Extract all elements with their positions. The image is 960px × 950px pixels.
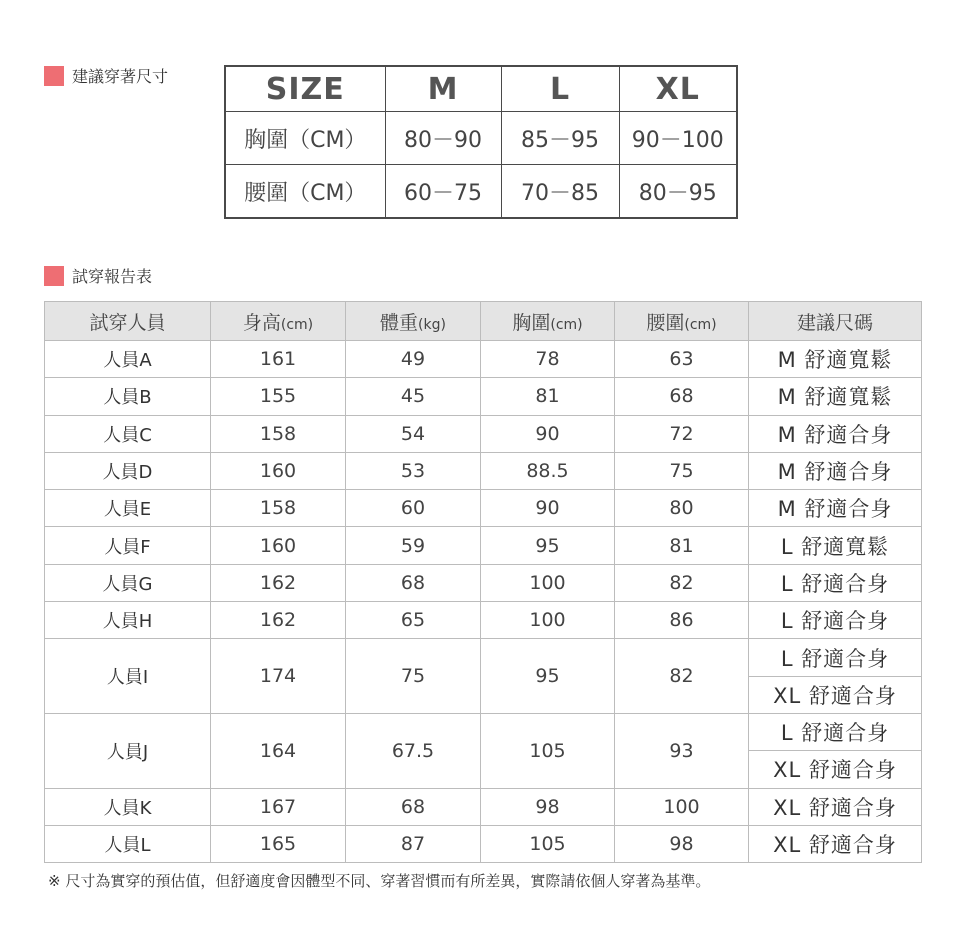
recommended-size-cell: M 舒適合身 bbox=[749, 490, 922, 527]
report-header-cell: 身高(cm) bbox=[211, 302, 346, 341]
size-cell: 85－95 bbox=[501, 112, 619, 165]
size-section-title: 建議穿著尺寸 bbox=[72, 67, 169, 86]
weight-cell: 49 bbox=[346, 341, 481, 378]
waist-cell: 98 bbox=[615, 825, 749, 862]
waist-cell: 82 bbox=[615, 639, 749, 714]
waist-cell: 68 bbox=[615, 378, 749, 415]
height-cell: 155 bbox=[211, 378, 346, 415]
recommended-size-cell: M 舒適合身 bbox=[749, 415, 922, 452]
size-header-row bbox=[225, 66, 737, 112]
size-row-label: 腰圍（CM） bbox=[225, 165, 385, 219]
weight-cell: 68 bbox=[346, 788, 481, 825]
table-row bbox=[45, 602, 922, 639]
report-section-title: 試穿報告表 bbox=[72, 267, 153, 286]
chest-cell: 100 bbox=[481, 564, 615, 601]
table-row bbox=[45, 415, 922, 452]
member-cell: 人員J bbox=[45, 713, 211, 788]
waist-cell: 72 bbox=[615, 415, 749, 452]
size-section-heading bbox=[44, 64, 168, 87]
member-cell: 人員I bbox=[45, 639, 211, 714]
size-header-cell: XL bbox=[619, 66, 737, 112]
weight-cell: 60 bbox=[346, 490, 481, 527]
height-cell: 174 bbox=[211, 639, 346, 714]
size-header-cell: L bbox=[501, 66, 619, 112]
bullet-square-icon bbox=[44, 66, 64, 86]
height-cell: 162 bbox=[211, 602, 346, 639]
table-row bbox=[45, 490, 922, 527]
table-row bbox=[45, 452, 922, 489]
member-cell: 人員D bbox=[45, 452, 211, 489]
size-row-label: 胸圍（CM） bbox=[225, 112, 385, 165]
waist-cell: 80 bbox=[615, 490, 749, 527]
chest-cell: 88.5 bbox=[481, 452, 615, 489]
report-header-row bbox=[45, 302, 922, 341]
waist-cell: 93 bbox=[615, 713, 749, 788]
member-cell: 人員C bbox=[45, 415, 211, 452]
height-cell: 167 bbox=[211, 788, 346, 825]
recommended-size-cell: L 舒適合身 bbox=[749, 713, 922, 750]
recommended-size-cell: XL 舒適合身 bbox=[749, 788, 922, 825]
table-row bbox=[45, 378, 922, 415]
size-row-chest bbox=[225, 112, 737, 165]
waist-cell: 75 bbox=[615, 452, 749, 489]
height-cell: 165 bbox=[211, 825, 346, 862]
height-cell: 162 bbox=[211, 564, 346, 601]
height-cell: 160 bbox=[211, 527, 346, 564]
chest-cell: 95 bbox=[481, 527, 615, 564]
table-row bbox=[45, 713, 922, 750]
footnote: ※ 尺寸為實穿的預估值，但舒適度會因體型不同、穿著習慣而有所差異，實際請依個人穿著為基準。 bbox=[48, 872, 711, 890]
waist-cell: 86 bbox=[615, 602, 749, 639]
chest-cell: 100 bbox=[481, 602, 615, 639]
size-cell: 80－90 bbox=[385, 112, 501, 165]
member-cell: 人員F bbox=[45, 527, 211, 564]
member-cell: 人員K bbox=[45, 788, 211, 825]
recommended-size-cell: M 舒適合身 bbox=[749, 452, 922, 489]
height-cell: 158 bbox=[211, 415, 346, 452]
bullet-square-icon bbox=[44, 266, 64, 286]
weight-cell: 53 bbox=[346, 452, 481, 489]
fitting-report-table bbox=[44, 301, 922, 863]
table-row bbox=[45, 341, 922, 378]
height-cell: 158 bbox=[211, 490, 346, 527]
size-cell: 60－75 bbox=[385, 165, 501, 219]
chest-cell: 105 bbox=[481, 713, 615, 788]
report-body bbox=[45, 341, 922, 863]
size-header-cell: M bbox=[385, 66, 501, 112]
waist-cell: 82 bbox=[615, 564, 749, 601]
size-chart-table bbox=[224, 65, 738, 219]
chest-cell: 105 bbox=[481, 825, 615, 862]
table-row bbox=[45, 527, 922, 564]
report-section-heading bbox=[44, 264, 152, 287]
chest-cell: 90 bbox=[481, 490, 615, 527]
table-row bbox=[45, 564, 922, 601]
size-row-waist bbox=[225, 165, 737, 219]
report-header-cell: 胸圍(cm) bbox=[481, 302, 615, 341]
recommended-size-cell: XL 舒適合身 bbox=[749, 676, 922, 713]
height-cell: 164 bbox=[211, 713, 346, 788]
chest-cell: 81 bbox=[481, 378, 615, 415]
height-cell: 160 bbox=[211, 452, 346, 489]
member-cell: 人員L bbox=[45, 825, 211, 862]
weight-cell: 68 bbox=[346, 564, 481, 601]
weight-cell: 59 bbox=[346, 527, 481, 564]
size-cell: 90－100 bbox=[619, 112, 737, 165]
report-header-cell: 試穿人員 bbox=[45, 302, 211, 341]
report-header-cell: 腰圍(cm) bbox=[615, 302, 749, 341]
recommended-size-cell: L 舒適合身 bbox=[749, 602, 922, 639]
recommended-size-cell: XL 舒適合身 bbox=[749, 825, 922, 862]
member-cell: 人員H bbox=[45, 602, 211, 639]
weight-cell: 65 bbox=[346, 602, 481, 639]
recommended-size-cell: L 舒適合身 bbox=[749, 564, 922, 601]
waist-cell: 81 bbox=[615, 527, 749, 564]
size-header-cell: SIZE bbox=[225, 66, 385, 112]
size-cell: 80－95 bbox=[619, 165, 737, 219]
member-cell: 人員G bbox=[45, 564, 211, 601]
chest-cell: 90 bbox=[481, 415, 615, 452]
recommended-size-cell: L 舒適合身 bbox=[749, 639, 922, 676]
table-row bbox=[45, 639, 922, 676]
member-cell: 人員B bbox=[45, 378, 211, 415]
report-header-cell: 建議尺碼 bbox=[749, 302, 922, 341]
weight-cell: 87 bbox=[346, 825, 481, 862]
waist-cell: 63 bbox=[615, 341, 749, 378]
member-cell: 人員E bbox=[45, 490, 211, 527]
recommended-size-cell: L 舒適寬鬆 bbox=[749, 527, 922, 564]
member-cell: 人員A bbox=[45, 341, 211, 378]
chest-cell: 98 bbox=[481, 788, 615, 825]
waist-cell: 100 bbox=[615, 788, 749, 825]
recommended-size-cell: M 舒適寬鬆 bbox=[749, 378, 922, 415]
chest-cell: 78 bbox=[481, 341, 615, 378]
table-row bbox=[45, 788, 922, 825]
recommended-size-cell: XL 舒適合身 bbox=[749, 751, 922, 788]
chest-cell: 95 bbox=[481, 639, 615, 714]
height-cell: 161 bbox=[211, 341, 346, 378]
weight-cell: 45 bbox=[346, 378, 481, 415]
recommended-size-cell: M 舒適寬鬆 bbox=[749, 341, 922, 378]
report-header-cell: 體重(kg) bbox=[346, 302, 481, 341]
table-row bbox=[45, 825, 922, 862]
size-cell: 70－85 bbox=[501, 165, 619, 219]
weight-cell: 75 bbox=[346, 639, 481, 714]
weight-cell: 54 bbox=[346, 415, 481, 452]
weight-cell: 67.5 bbox=[346, 713, 481, 788]
